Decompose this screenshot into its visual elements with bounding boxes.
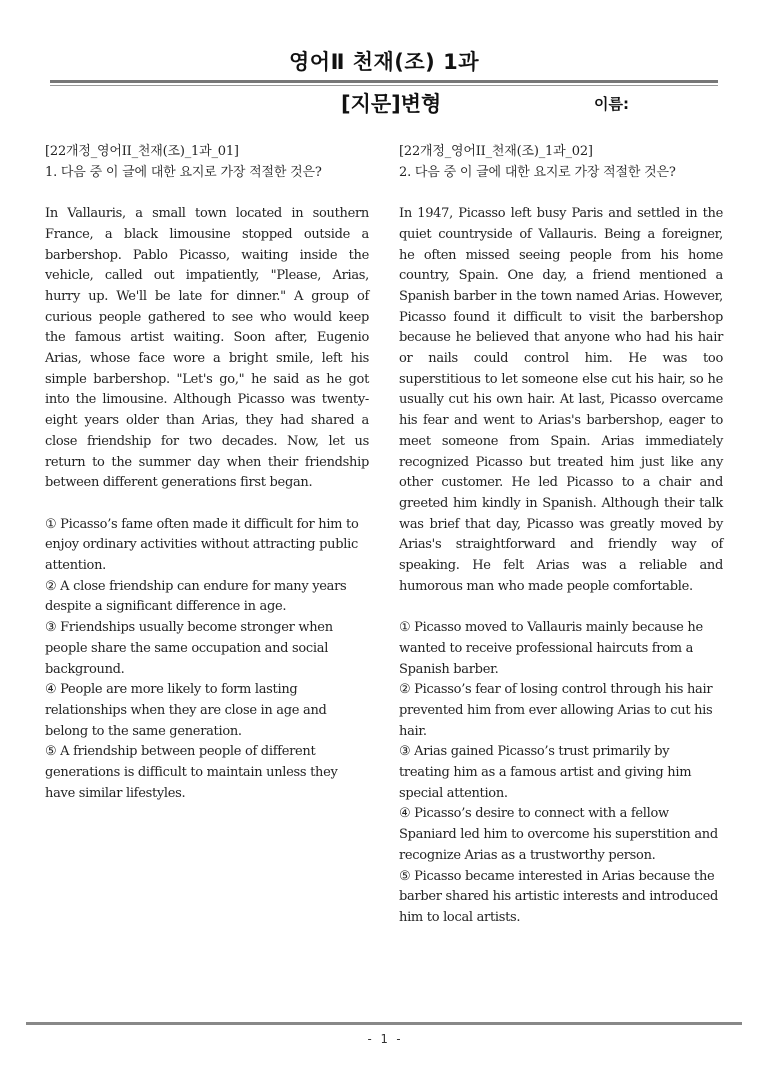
answer-option-3[interactable]: ③ Friendships usually become stronger when people share the same occupation and social background. (45, 620, 333, 677)
answer-options (45, 515, 369, 805)
answer-options (399, 618, 723, 929)
question-code: [22개정_영어II_천재(조)_1과_01] (45, 144, 239, 159)
answer-option-1[interactable]: ① Picasso’s fame often made it difficult for him to enjoy ordinary activities without attracting public attention. (45, 516, 359, 574)
header-rule-thin (50, 85, 718, 86)
header-rule (50, 80, 718, 83)
answer-option-4[interactable]: ④ Picasso’s desire to connect with a fellow Spaniard led him to overcome his superstition and recognize Arias as a trustworthy person. (399, 806, 718, 863)
question-2 (399, 142, 723, 929)
answer-option-2[interactable]: ② Picasso’s fear of losing control through his hair prevented him from ever allowing Arias to cut his hair. (399, 682, 713, 739)
question-code: [22개정_영어II_천재(조)_1과_02] (399, 144, 593, 159)
document-title: 영어Ⅱ 천재(조) 1과 (289, 50, 479, 74)
answer-option-1[interactable]: ① Picasso moved to Vallauris mainly because he wanted to receive professional haircuts from a Spanish barber. (399, 620, 703, 677)
answer-option-5[interactable]: ⑤ A friendship between people of different generations is difficult to maintain unless they have similar lifestyles. (45, 744, 338, 801)
answer-option-4[interactable]: ④ People are more likely to form lasting relationships when they are close in age and belong to the same generation. (45, 682, 327, 739)
passage-text: In Vallauris, a small town located in southern France, a black limousine stopped outside a barbershop. Pablo Picasso, waiting inside the vehicle, called out impatiently, "Please, Arias, hurry up. We'll be late for dinner." A group of curious people gathered to see who would keep the famous artist waiting. Soon after, Eugenio Arias, whose face wore a bright smile, left his simple barbershop. "Let's go," he said as he got into the limousine. Although Picasso was twenty-eight years older than Arias, they had shared a close friendship for two decades. Now, let us return to the summer day when their friendship between different generations first began. (45, 206, 369, 491)
page-number: - 1 - (365, 1032, 403, 1046)
answer-option-2[interactable]: ② A close friendship can endure for many years despite a significant difference in age. (45, 578, 347, 615)
question-prompt: 1. 다음 중 이 글에 대한 요지로 가장 적절한 것은? (45, 164, 322, 180)
footer-rule (26, 1022, 742, 1025)
question-prompt: 2. 다음 중 이 글에 대한 요지로 가장 적절한 것은? (399, 164, 676, 180)
passage-text: In 1947, Picasso left busy Paris and settled in the quiet countryside of Vallauris. Being a foreigner, he often missed seeing people from his home country, Spain. One day, a friend mentioned a Spanish barber in the town named Arias. However, Picasso found it difficult to visit the barbershop because he believed that anyone who had his hair or nails could control him. He was too superstitious to let someone else cut his hair, so he usually cut his own hair. At last, Picasso overcame his fear and went to Arias's barbershop, eager to meet someone from Spain. Arias immediately recognized Picasso but treated him just like any other customer. He led Picasso to a chair and greeted him kindly in Spanish. Although their talk was brief that day, Picasso was greatly moved by Arias's straightforward and friendly way of speaking. He felt Arias was a reliable and humorous man who made people comfortable. (399, 206, 723, 594)
answer-option-5[interactable]: ⑤ Picasso became interested in Arias because the barber shared his artistic interests and introduced him to local artists. (399, 868, 719, 925)
answer-option-3[interactable]: ③ Arias gained Picasso’s trust primarily by treating him as a famous artist and giving him special attention. (399, 744, 692, 801)
name-label: 이름: (594, 95, 629, 113)
document-subtitle: [지문]변형 (341, 92, 442, 116)
question-1 (45, 142, 369, 804)
